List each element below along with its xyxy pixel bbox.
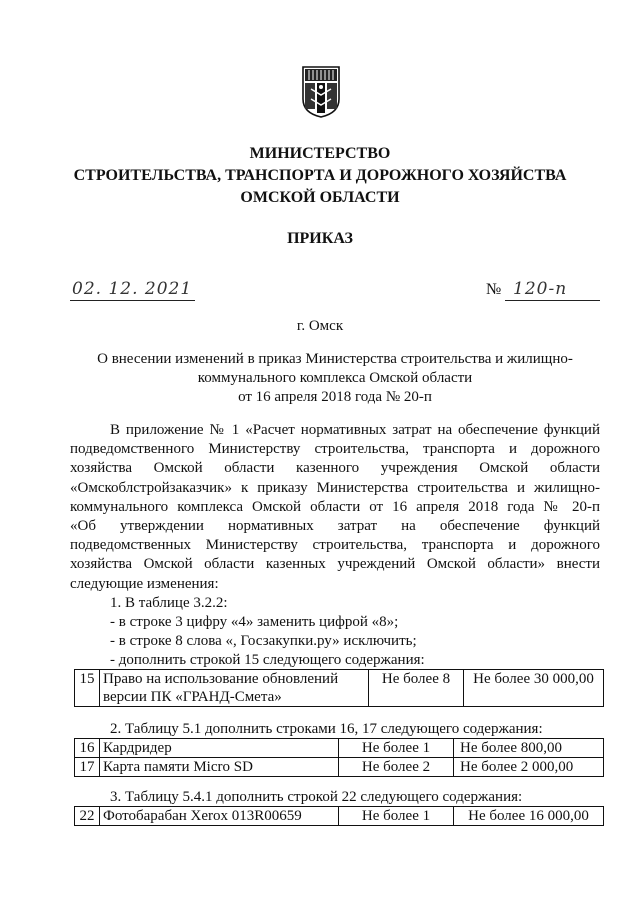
- table-row: [75, 739, 604, 758]
- date-underline: [70, 300, 195, 301]
- body-paragraph: [70, 421, 600, 594]
- body-line: подведомственного Министерству строительства, транспорта и дорожного: [70, 441, 600, 458]
- cell-num: 22: [75, 807, 100, 826]
- order-number: [505, 281, 600, 303]
- cell-name: Фотобарабан Xerox 013R00659: [100, 807, 339, 826]
- cell-qty: Не более 1: [339, 739, 454, 758]
- subject-line: от 16 апреля 2018 года № 20-п: [238, 389, 432, 405]
- cell-num: 16: [75, 739, 100, 758]
- cell-name: [100, 670, 369, 707]
- cell-qty: Не более 8: [369, 670, 464, 707]
- number-underline: [505, 300, 600, 301]
- body-line: подведомственных Министерству строительства, транспорта и дорожного: [70, 537, 600, 554]
- list-item: - дополнить строкой 15 следующего содержания:: [110, 652, 425, 668]
- number-sign: №: [486, 281, 502, 298]
- cell-num: 17: [75, 758, 100, 777]
- body-line: следующие изменения:: [70, 575, 219, 592]
- cell-qty: Не более 2: [339, 758, 454, 777]
- handwritten-number: 120-п: [513, 279, 568, 299]
- ministry-line: МИНИСТЕРСТВО: [249, 145, 391, 162]
- cell-name-line: Право на использование обновлений: [103, 671, 339, 687]
- cell-name: Карта памяти Micro SD: [100, 758, 339, 777]
- list-item: 1. В таблице 3.2.2:: [110, 595, 228, 611]
- cell-price: Не более 800,00: [454, 739, 604, 758]
- list-item: - в строке 3 цифру «4» заменить цифрой «8»;: [110, 614, 399, 630]
- cell-num: 15: [75, 670, 100, 707]
- order-date: [70, 281, 195, 303]
- order-title: ПРИКАЗ: [287, 230, 353, 247]
- cell-name: Кардридер: [100, 739, 339, 758]
- table-row: [75, 807, 604, 826]
- list-item: - в строке 8 слова «, Госзакупки.ру» исключить;: [110, 633, 417, 649]
- handwritten-date: 02. 12. 2021: [72, 279, 193, 299]
- cell-name-line: версии ПК «ГРАНД-Смета»: [103, 689, 282, 705]
- body-line: «Об утверждении нормативных затрат на обеспечение функций: [70, 517, 600, 534]
- body-line: «Омскоблстройзаказчик» к приказу Министерства строительства и жилищно-: [70, 479, 600, 496]
- subject-line: О внесении изменений в приказ Министерства строительства и жилищно-: [97, 351, 573, 367]
- table-5-1-addition: [74, 738, 604, 777]
- cell-qty: Не более 1: [339, 807, 454, 826]
- list-item: 2. Таблицу 5.1 дополнить строками 16, 17 следующего содержания:: [110, 721, 543, 737]
- order-subject: [70, 350, 600, 407]
- list-item: 3. Таблицу 5.4.1 дополнить строкой 22 следующего содержания:: [110, 789, 523, 805]
- cell-price: Не более 30 000,00: [464, 670, 604, 707]
- table-row: [75, 758, 604, 777]
- ministry-line: СТРОИТЕЛЬСТВА, ТРАНСПОРТА И ДОРОЖНОГО ХОЗЯЙСТВА: [73, 167, 567, 184]
- body-line: коммунального комплекса Омской области от 16 апреля 2018 года № 20-п: [70, 498, 600, 515]
- body-line: хозяйства Омской области казенного учреждения Омской области: [70, 460, 600, 477]
- ministry-line: ОМСКОЙ ОБЛАСТИ: [240, 189, 400, 206]
- subject-line: коммунального комплекса Омской области: [197, 370, 473, 386]
- body-line: В приложение № 1 «Расчет нормативных затрат на обеспечение функций: [110, 422, 600, 438]
- table-row: [75, 670, 604, 707]
- cell-price: Не более 16 000,00: [454, 807, 604, 826]
- omsk-coat-of-arms-icon: [301, 65, 341, 119]
- table-3-2-2-addition: [74, 669, 604, 707]
- cell-price: Не более 2 000,00: [454, 758, 604, 777]
- city: г. Омск: [296, 318, 344, 334]
- body-line: хозяйства Омской области казенных учреждений Омской области» внести: [70, 556, 600, 573]
- table-5-4-1-addition: [74, 806, 604, 826]
- ministry-name: [60, 143, 580, 209]
